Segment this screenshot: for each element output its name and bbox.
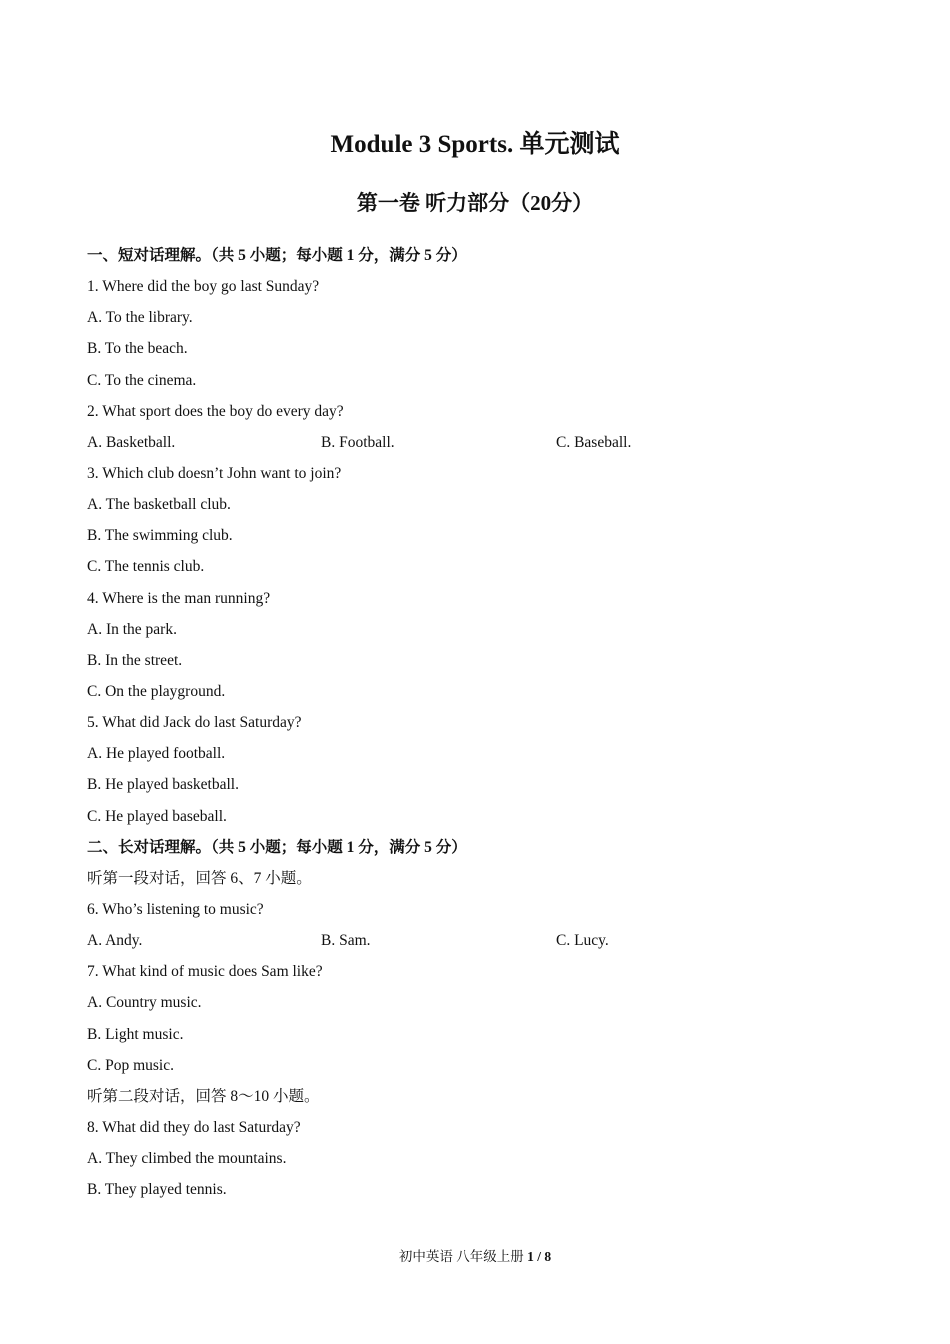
document-body — [87, 240, 887, 1205]
answer-option: A. Andy. — [87, 932, 143, 950]
text-line: C. On the playground. — [87, 682, 226, 700]
footer-label: 初中英语 八年级上册 — [398, 1249, 528, 1264]
text-line: 4. Where is the man running? — [87, 589, 271, 607]
text-line: C. He played baseball. — [87, 807, 227, 825]
section-heading: 第一卷 听力部分（20分） — [356, 191, 594, 215]
section-heading: 一、短对话理解。（共 5 小题；每小题 1 分，满分 5 分） — [87, 247, 467, 264]
text-line: B. He played basketball. — [87, 776, 239, 794]
text-line: A. He played football. — [87, 745, 226, 763]
text-line: C. Pop music. — [87, 1056, 174, 1074]
text-line: B. The swimming club. — [87, 527, 233, 545]
text-line: B. To the beach. — [87, 340, 188, 358]
text-line: 7. What kind of music does Sam like? — [87, 963, 323, 981]
text-line: 听第二段对话，回答 8～10 小题。 — [87, 1087, 320, 1105]
page-number: 1 / 8 — [527, 1249, 552, 1264]
answer-option: B. Football. — [321, 433, 395, 451]
text-line: 6. Who’s listening to music? — [87, 900, 264, 918]
text-line: 听第一段对话，回答 6、7 小题。 — [87, 869, 312, 887]
text-line: C. To the cinema. — [87, 371, 197, 389]
text-line: B. They played tennis. — [87, 1181, 227, 1199]
text-line: A. Country music. — [87, 994, 202, 1012]
text-line: C. The tennis club. — [87, 558, 205, 576]
text-line: 8. What did they do last Saturday? — [87, 1118, 301, 1136]
text-line: 3. Which club doesn’t John want to join? — [87, 464, 342, 482]
text-line: A. To the library. — [87, 309, 193, 327]
text-line: A. The basketball club. — [87, 496, 231, 514]
text-line: B. Light music. — [87, 1025, 184, 1043]
section-heading: 二、长对话理解。（共 5 小题；每小题 1 分，满分 5 分） — [87, 838, 467, 856]
answer-option: C. Baseball. — [556, 433, 632, 451]
text-line: 2. What sport does the boy do every day? — [87, 402, 344, 420]
answer-option: A. Basketball. — [87, 433, 176, 451]
options-row — [87, 427, 887, 458]
text-line: A. They climbed the mountains. — [87, 1150, 287, 1168]
options-row — [87, 925, 887, 956]
page-footer — [0, 1245, 950, 1265]
text-line: 1. Where did the boy go last Sunday? — [87, 278, 320, 296]
text-line: 5. What did Jack do last Saturday? — [87, 714, 302, 732]
answer-option: C. Lucy. — [556, 932, 609, 950]
page-title: Module 3 Sports. 单元测试 — [330, 131, 620, 158]
text-line: A. In the park. — [87, 620, 177, 638]
answer-option: B. Sam. — [321, 932, 371, 950]
text-line: B. In the street. — [87, 651, 183, 669]
